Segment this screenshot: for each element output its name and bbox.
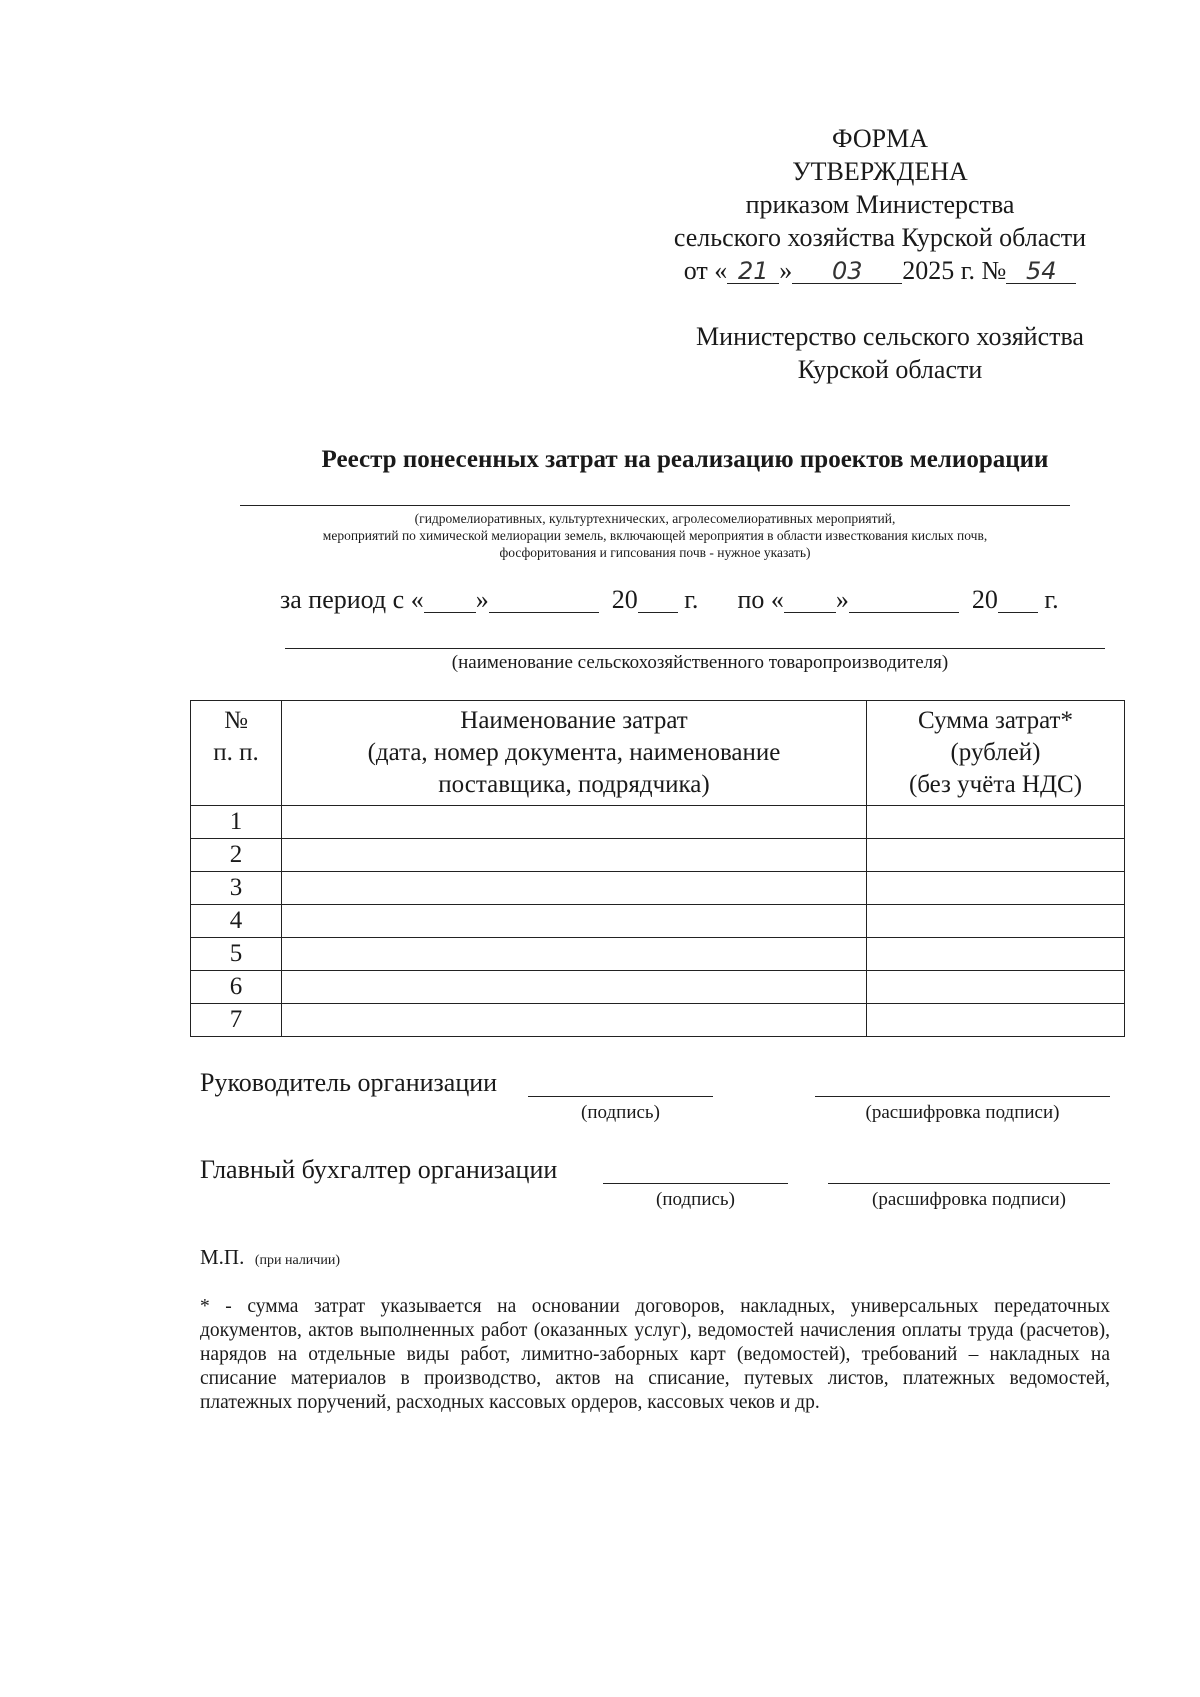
ministry-line-2: Курской области xyxy=(797,355,983,384)
row-cost-sum-cell[interactable] xyxy=(867,872,1125,905)
accountant-signature-label: Главный бухгалтер организации xyxy=(200,1155,558,1184)
row-number: 4 xyxy=(191,905,282,938)
accountant-decode-field[interactable] xyxy=(828,1183,1110,1184)
table-row xyxy=(191,872,1125,905)
date-month: 03 xyxy=(792,259,902,284)
stamp-label: М.П. xyxy=(200,1245,245,1269)
header-cost-name-line-3: поставщика, подрядчика) xyxy=(438,771,710,798)
date-year: 2025 г. № xyxy=(902,256,1007,285)
period-to-year-suffix: г. xyxy=(1044,585,1059,614)
order-number: 54 xyxy=(1006,259,1076,284)
period-from-year-prefix: 20 xyxy=(611,585,638,614)
date-quote-close: » xyxy=(779,256,793,285)
accountant-signature-field[interactable] xyxy=(603,1183,788,1184)
row-cost-name-cell[interactable] xyxy=(282,806,867,839)
head-signature-hint: (подпись) xyxy=(581,1102,660,1123)
approval-date-line xyxy=(630,254,1130,287)
title-note-line-3: фосфоритования и гипсования почв - нужное указать) xyxy=(499,545,811,560)
table-row xyxy=(191,938,1125,971)
header-cost-sum-line-2: (рублей) xyxy=(950,739,1041,766)
approval-form-label: ФОРМА xyxy=(832,124,928,153)
row-cost-name-cell[interactable] xyxy=(282,839,867,872)
row-number: 3 xyxy=(191,872,282,905)
header-cost-name-line-1: Наименование затрат xyxy=(460,707,688,734)
title-fill-line xyxy=(240,505,1070,506)
table-header-row xyxy=(191,701,1125,806)
table-row xyxy=(191,905,1125,938)
row-number: 7 xyxy=(191,1004,282,1037)
row-number: 1 xyxy=(191,806,282,839)
approval-order-line: приказом Министерства xyxy=(745,190,1015,219)
date-prefix: от « xyxy=(683,256,728,285)
header-cost-sum-line-1: Сумма затрат* xyxy=(918,707,1073,734)
period-from-day-field[interactable] xyxy=(424,588,476,613)
row-cost-sum-cell[interactable] xyxy=(867,938,1125,971)
registry-table xyxy=(190,700,1125,1037)
approval-ministry-line: сельского хозяйства Курской области xyxy=(673,223,1087,252)
head-signature-field[interactable] xyxy=(528,1096,713,1097)
accountant-decode-hint: (расшифровка подписи) xyxy=(872,1189,1066,1210)
head-decode-hint: (расшифровка подписи) xyxy=(865,1102,1060,1123)
period-from-year-field[interactable] xyxy=(638,588,678,613)
row-number: 2 xyxy=(191,839,282,872)
row-cost-name-cell[interactable] xyxy=(282,905,867,938)
ministry-block xyxy=(660,320,1120,386)
period-from-year-suffix: г. xyxy=(684,585,699,614)
period-to-year-prefix: 20 xyxy=(971,585,998,614)
table-row xyxy=(191,806,1125,839)
row-cost-sum-cell[interactable] xyxy=(867,806,1125,839)
date-day: 21 xyxy=(727,259,779,284)
title-note xyxy=(230,510,1080,561)
period-from-quote: » xyxy=(475,585,489,614)
header-cost-sum xyxy=(867,701,1125,806)
stamp-note: (при наличии) xyxy=(254,1253,340,1268)
header-cost-name-line-2: (дата, номер документа, наименование xyxy=(367,739,781,766)
approval-approved-label: УТВЕРЖДЕНА xyxy=(792,157,968,186)
footnote: * - сумма затрат указывается на основании договоров, накладных, универсальных передаточных документов, актов выполненных работ (оказанных услуг), ведомостей начисления оплаты труда (расчетов), нарядов на отдельные виды работ, лимитно-заборных карт (ведомостей), требований – накладных на списание материалов в производство, актов на списание, путевых листов, платежных ведомостей, платежных поручений, расходных кассовых ордеров, кассовых чеков и др. xyxy=(200,1296,1110,1413)
row-number: 6 xyxy=(191,971,282,1004)
accountant-signature-hint: (подпись) xyxy=(656,1189,735,1210)
period-to-year-field[interactable] xyxy=(998,588,1038,613)
period-from-month-field[interactable] xyxy=(489,588,599,613)
head-decode-field[interactable] xyxy=(815,1096,1110,1097)
title-note-line-1: (гидромелиоративных, культуртехнических, агролесомелиоративных мероприятий, xyxy=(414,511,896,526)
row-cost-sum-cell[interactable] xyxy=(867,839,1125,872)
stamp-line xyxy=(200,1245,340,1270)
row-cost-name-cell[interactable] xyxy=(282,938,867,971)
approval-block xyxy=(630,122,1130,287)
table-row xyxy=(191,1004,1125,1037)
row-cost-sum-cell[interactable] xyxy=(867,905,1125,938)
table-row xyxy=(191,971,1125,1004)
period-to-prefix: по « xyxy=(737,585,784,614)
row-cost-name-cell[interactable] xyxy=(282,1004,867,1037)
document-title: Реестр понесенных затрат на реализацию проектов мелиорации xyxy=(321,446,1049,473)
period-from-prefix: за период с « xyxy=(280,585,424,614)
period-to-month-field[interactable] xyxy=(849,588,959,613)
row-cost-sum-cell[interactable] xyxy=(867,971,1125,1004)
head-signature-label: Руководитель организации xyxy=(200,1068,498,1097)
period-to-day-field[interactable] xyxy=(784,588,836,613)
period-to-quote: » xyxy=(835,585,849,614)
ministry-line-1: Министерство сельского хозяйства xyxy=(696,322,1084,351)
header-number-line-1: № xyxy=(224,707,248,734)
table-row xyxy=(191,839,1125,872)
row-cost-name-cell[interactable] xyxy=(282,872,867,905)
header-number xyxy=(191,701,282,806)
producer-label: (наименование сельскохозяйственного товаропроизводителя) xyxy=(451,652,949,673)
period-line xyxy=(280,585,1120,615)
row-cost-name-cell[interactable] xyxy=(282,971,867,1004)
row-cost-sum-cell[interactable] xyxy=(867,1004,1125,1037)
header-cost-name xyxy=(282,701,867,806)
header-cost-sum-line-3: (без учёта НДС) xyxy=(908,771,1083,798)
row-number: 5 xyxy=(191,938,282,971)
producer-name-field[interactable] xyxy=(285,648,1105,649)
header-number-line-2: п. п. xyxy=(213,739,259,766)
title-note-line-2: мероприятий по химической мелиорации земель, включающей мероприятия в области известкования кислых почв, xyxy=(322,528,988,543)
